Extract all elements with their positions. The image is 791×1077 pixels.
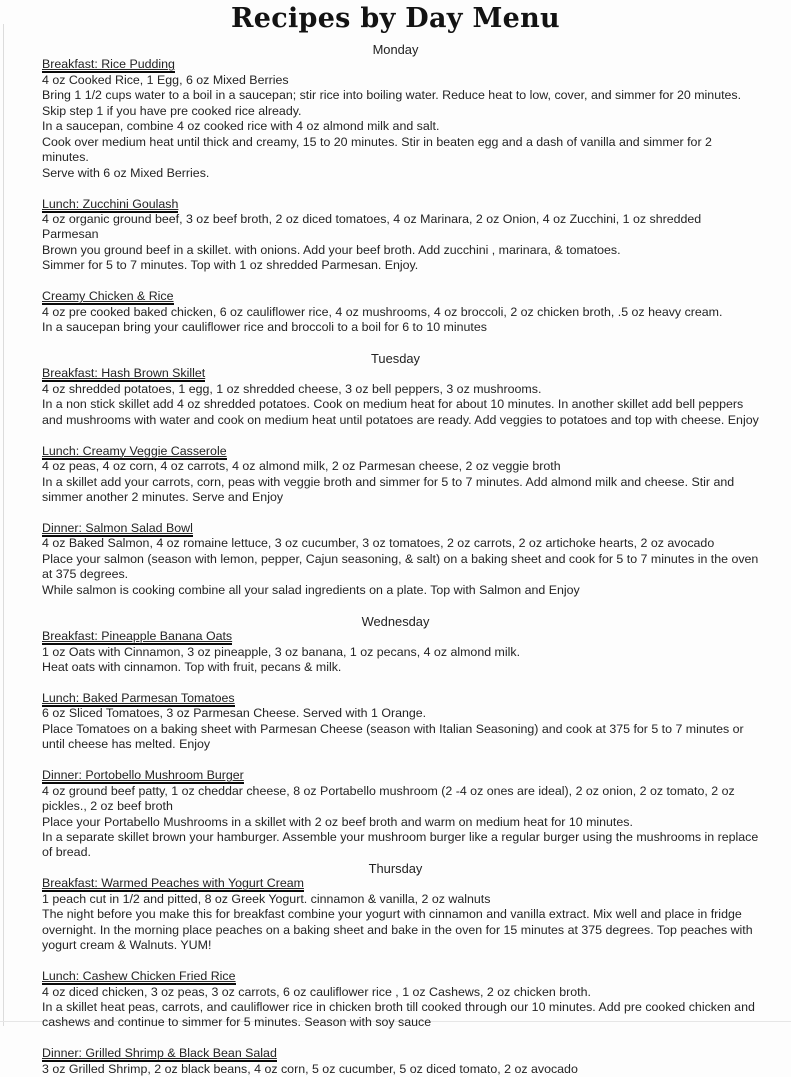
meal-title [42, 691, 761, 706]
meal-title [42, 521, 761, 536]
meal-title [42, 444, 761, 459]
meal-instruction: Skip step 1 if you have pre cooked rice already. [42, 103, 302, 118]
meal-instruction: In a separate skillet brown your hamburger. Assemble your mushroom burger like a regular burger using the mushrooms in replace of bread. [42, 829, 759, 860]
meal-ingredients: 4 oz Baked Salmon, 4 oz romaine lettuce, 3 oz cucumber, 3 oz tomatoes, 2 oz carrots, 2 oz artichoke hearts, 2 oz avocado [42, 536, 715, 551]
meal-block [42, 629, 761, 675]
meal-ingredients: 1 peach cut in 1/2 and pitted, 8 oz Greek Yogurt. cinnamon & vanilla, 2 oz walnuts [42, 891, 491, 906]
meal-block [42, 57, 761, 181]
meal-ingredients: 4 oz Cooked Rice, 1 Egg, 6 oz Mixed Berries [42, 72, 289, 87]
meal-block [42, 768, 761, 861]
document-page [0, 2, 791, 1076]
meal-instruction: Serve with 6 oz Mixed Berries. [42, 165, 210, 180]
meal-instruction: In a non stick skillet add 4 oz shredded potatoes. Cook on medium heat for about 10 minutes. In another skillet add bell peppers and mushrooms with water and cook on medium heat until potatoes are ready. Add veggies to potatoes and top with cheese. Enjoy [42, 397, 759, 427]
meal-block [42, 1046, 761, 1077]
day-header-monday: Monday [372, 42, 419, 57]
day-header-wednesday: Wednesday [361, 613, 430, 629]
meal-title-text: Breakfast: Pineapple Banana Oats [42, 629, 233, 644]
meal-ingredients: 4 oz organic ground beef, 3 oz beef broth, 2 oz diced tomatoes, 4 oz Marinara, 2 oz Onion, 4 oz Zucchini, 1 oz shredded Parmesan [42, 211, 702, 242]
meal-title-text: Lunch: Zucchini Goulash [42, 196, 179, 211]
meal-ingredients: 4 oz pre cooked baked chicken, 6 oz cauliflower rice, 4 oz mushrooms, 4 oz broccoli, 2 oz chicken broth, .5 oz heavy cream. [42, 304, 723, 319]
meal-instruction: While salmon is cooking combine all your salad ingredients on a plate. Top with Salmon and Enjoy [42, 582, 580, 597]
meal-ingredients: 6 oz Sliced Tomatoes, 3 oz Parmesan Cheese. Served with 1 Orange. [42, 706, 427, 721]
meal-block [42, 197, 761, 274]
meal-title-text: Breakfast: Rice Pudding [42, 57, 175, 72]
meal-block [42, 366, 761, 428]
meal-block [42, 691, 761, 753]
menu-content [42, 42, 761, 1077]
meal-title-text: Lunch: Cashew Chicken Fried Rice [42, 969, 236, 984]
meal-block [42, 444, 761, 506]
meal-instruction: In a skillet heat peas, carrots, and cauliflower rice in chicken broth till cooked through our 10 minutes. Add pre cooked chicken and cashews and continue to simmer for 5 minutes. Season with soy sauce [42, 999, 755, 1030]
meal-block [42, 876, 761, 953]
page-title: Recipes by Day Menu [231, 3, 560, 34]
meal-title [42, 768, 761, 783]
meal-instruction: Place your salmon (season with lemon, pepper, Cajun seasoning, & salt) on a baking sheet and cook for 5 to 7 minutes in the oven at 375 degrees. [42, 551, 759, 582]
meal-ingredients: 1 oz Oats with Cinnamon, 3 oz pineapple, 3 oz banana, 1 oz pecans, 4 oz almond milk. [42, 644, 521, 659]
meal-block [42, 521, 761, 598]
meal-title [42, 197, 761, 212]
day-header-tuesday: Tuesday [371, 351, 420, 367]
meal-title [42, 629, 761, 644]
meal-title-text: Breakfast: Hash Brown Skillet [42, 366, 206, 381]
meal-title [42, 57, 761, 72]
meal-instruction: Bring 1 1/2 cups water to a boil in a saucepan; stir rice into boiling water. Reduce heat to low, cover, and simmer for 20 minutes. [42, 88, 742, 103]
meal-title [42, 876, 761, 891]
meal-block [42, 289, 761, 335]
meal-instruction: Heat oats with cinnamon. Top with fruit, pecans & milk. [42, 660, 342, 675]
meal-block [42, 969, 761, 1031]
day-header-thursday: Thursday [368, 860, 423, 876]
meal-instruction: In a saucepan bring your cauliflower rice and broccoli to a boil for 6 to 10 minutes [42, 320, 487, 335]
meal-title [42, 366, 761, 381]
meal-instruction: The night before you make this for breakfast combine your yogurt with cinnamon and vanilla extract. Mix well and place in fridge overnight. In the morning place peaches on a baking sheet and bake in the oven for 15 minutes at 375 degrees. Top peaches with yogurt cream & Walnuts. YUM! [42, 907, 753, 953]
meal-instruction: Simmer for 5 to 7 minutes. Top with 1 oz shredded Parmesan. Enjoy. [42, 258, 419, 273]
meal-ingredients: 4 oz ground beef patty, 1 oz cheddar cheese, 8 oz Portabello mushroom (2 -4 oz ones are ideal), 2 oz onion, 2 oz tomato, 2 oz pickles., 2 oz beef broth [42, 783, 735, 814]
meal-ingredients: 3 oz Grilled Shrimp, 2 oz black beans, 4 oz corn, 5 oz cucumber, 5 oz diced tomato, 2 oz avocado [42, 1061, 578, 1076]
meal-instruction: Place Tomatoes on a baking sheet with Parmesan Cheese (season with Italian Seasoning) and cook at 375 for 5 to 7 minutes or until cheese has melted. Enjoy [42, 721, 744, 752]
meal-title-text: Lunch: Creamy Veggie Casserole [42, 443, 227, 458]
meal-title [42, 969, 761, 984]
meal-instruction: Cook over medium heat until thick and creamy, 15 to 20 minutes. Stir in beaten egg and a dash of vanilla and simmer for 2 minutes. [42, 134, 712, 165]
meal-title-text: Breakfast: Warmed Peaches with Yogurt Cream [42, 876, 304, 891]
meal-title-text: Dinner: Portobello Mushroom Burger [42, 768, 244, 783]
meal-title [42, 1046, 761, 1061]
meal-instruction: Brown you ground beef in a skillet. with onions. Add your beef broth. Add zucchini , marinara, & tomatoes. [42, 242, 621, 257]
meal-title-text: Creamy Chicken & Rice [42, 289, 174, 304]
meal-ingredients: 4 oz diced chicken, 3 oz peas, 3 oz carrots, 6 oz cauliflower rice , 1 oz Cashews, 2 oz chicken broth. [42, 984, 591, 999]
meal-instruction: Place your Portabello Mushrooms in a skillet with 2 oz beef broth and warm on medium heat for 10 minutes. [42, 814, 633, 829]
meal-title [42, 289, 761, 304]
meal-ingredients: 4 oz shredded potatoes, 1 egg, 1 oz shredded cheese, 3 oz bell peppers, 3 oz mushrooms. [42, 381, 542, 396]
meal-title-text: Lunch: Baked Parmesan Tomatoes [42, 690, 235, 705]
meal-title-text: Dinner: Grilled Shrimp & Black Bean Salad [42, 1046, 277, 1061]
meal-instruction: In a saucepan, combine 4 oz cooked rice with 4 oz almond milk and salt. [42, 119, 440, 134]
meal-instruction: In a skillet add your carrots, corn, peas with veggie broth and simmer for 5 to 7 minutes. Add almond milk and cheese. Stir and simmer another 2 minutes. Serve and Enjoy [42, 474, 735, 505]
meal-title-text: Dinner: Salmon Salad Bowl [42, 520, 193, 535]
meal-ingredients: 4 oz peas, 4 oz corn, 4 oz carrots, 4 oz almond milk, 2 oz Parmesan cheese, 2 oz veggie broth [42, 459, 561, 474]
